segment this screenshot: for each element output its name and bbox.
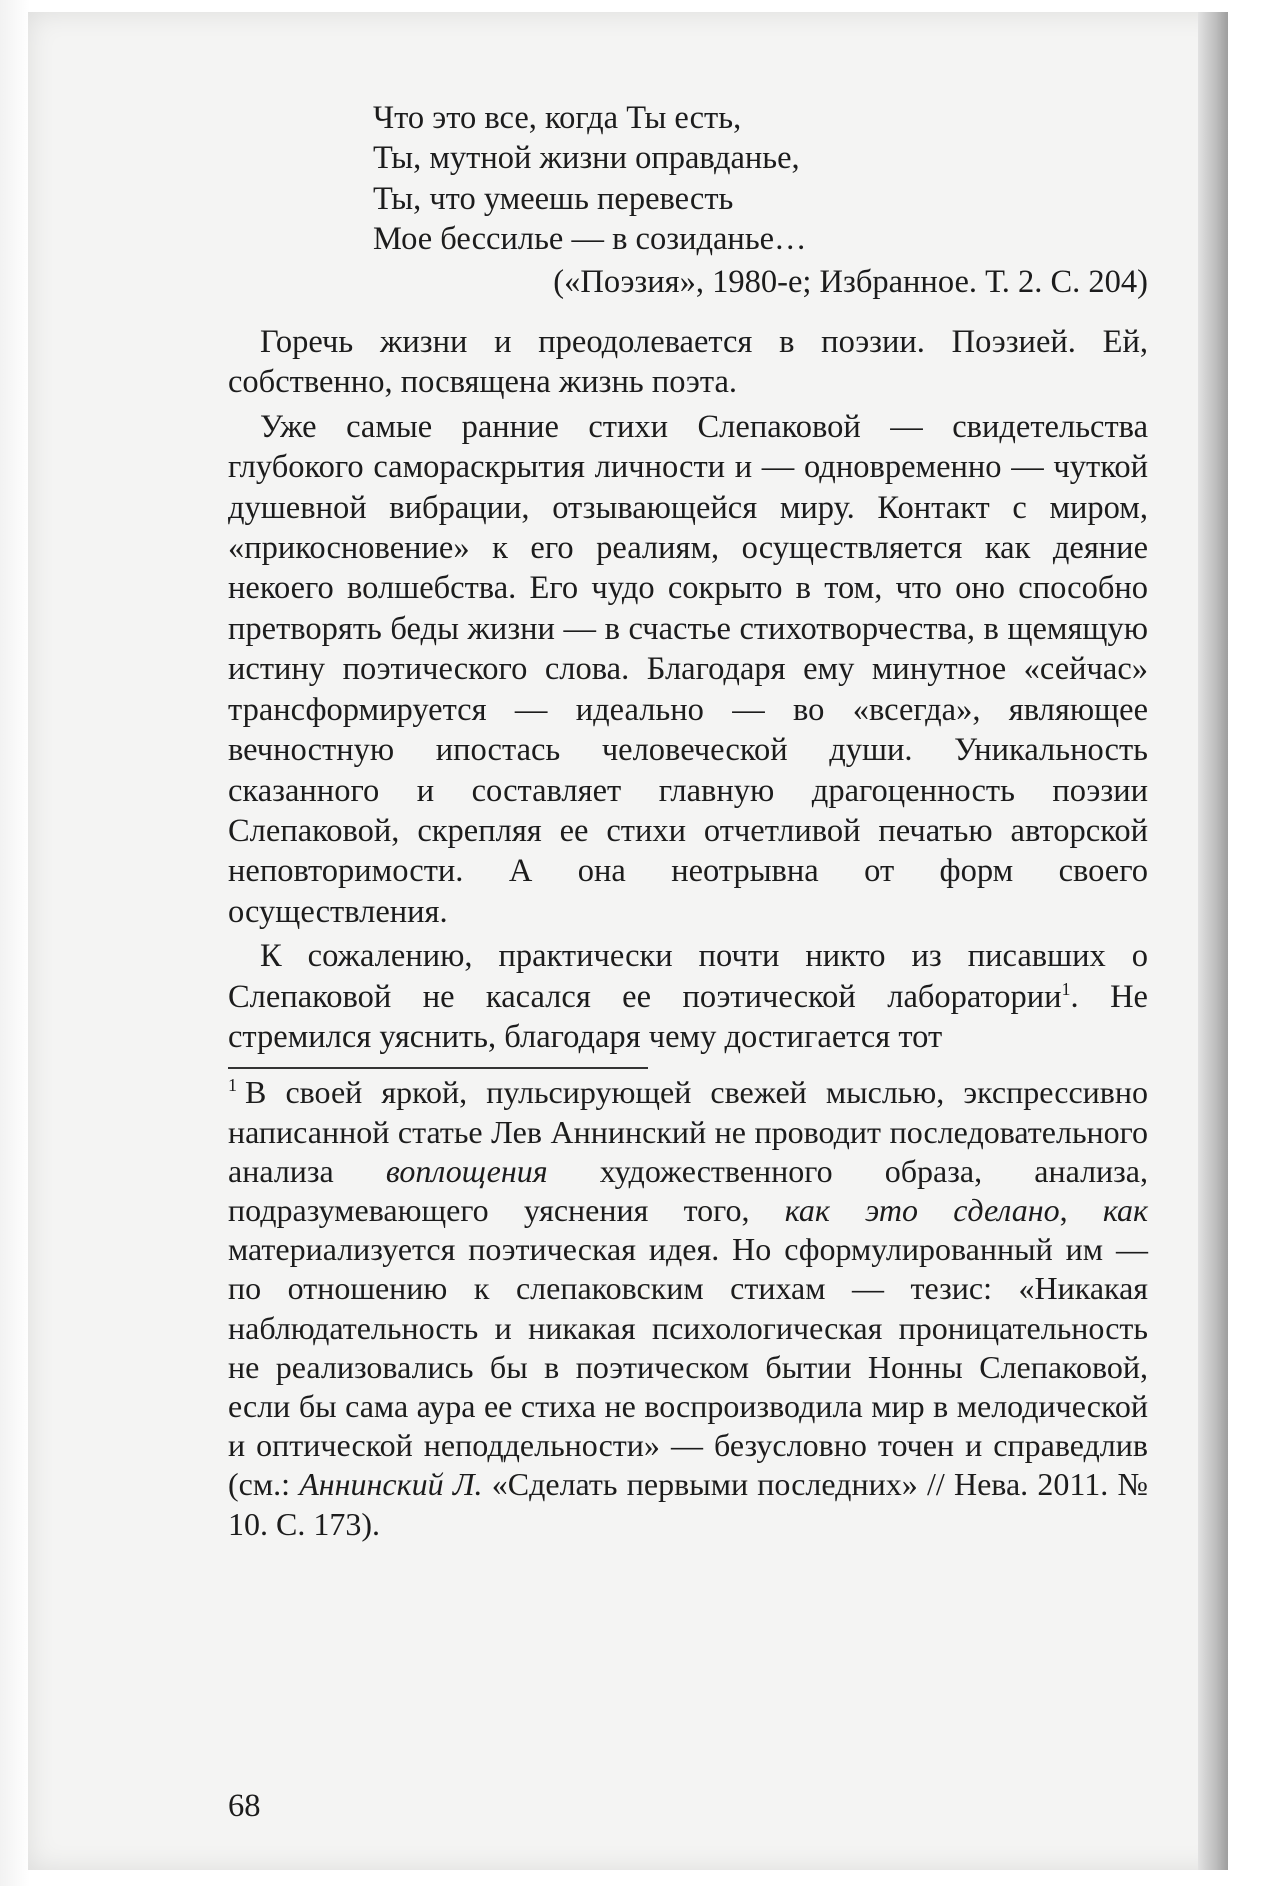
footnote-italic: как [1102,1191,1149,1228]
paragraph: Уже самые ранние стихи Слепаковой — свидетельства глубокого самораскрытия личности и — одновременно — чуткой душевной вибрации, отзывающейся миру. Контакт с миром, «прикосновение» к его реалиям, осуществляется как деяние некоего волшебства. Его чудо сокрыто в том, что оно способно претворять беды жизни — в счастье стихотворчества, в щемящую истину поэтического слова. Благодаря ему минутное «сейчас» трансформируется — идеально — во «всегда», являющее вечностную ипостась человеческой души. Уникальность сказанного и составляет главную драгоценность поэзии Слепаковой, скрепляя ее стихи отчетливой печатью авторской неповторимости. А она неотрывна от форм своего осуществления. [228,408,1148,930]
scan-background [0,0,30,1886]
footnote [228,1073,1148,1543]
footnote-text: художественного образа, анализа, подразумевающего уяснения того, [228,1152,1148,1228]
verse-line: Ты, что умеешь перевесть [373,180,734,217]
verse-line: Что это все, когда Ты есть, [373,100,742,136]
verse-epigraph [373,98,1148,260]
footnote-text: материализуется поэтическая идея. Но сформулированный им — по отношению к слепаковским стихам — тезис: «Никакая наблюдательность и никакая психологическая проницательность не реализовались бы в поэтическом бытии Нонны Слепаковой, если бы сама аура ее стиха не воспроизводила мир в мелодической и оптической неподдельности» — безусловно точен и справедлив (см.: [228,1231,1148,1503]
paragraph-text: К сожалению, практически почти никто из писавших о Слепаковой не касался ее поэтической лаборатории [228,938,1148,1015]
footnote-text: , [1059,1191,1103,1228]
paragraph [228,936,1148,1057]
page-text [228,98,1148,1544]
paragraph-text: . Не стремился уяснить, благодаря чему достигается тот [228,978,1148,1055]
verse-line: Ты, мутной жизни оправданье, [373,140,800,177]
verse-line: Мое бессилье — в созиданье… [373,221,807,258]
footnote-text: «Сделать первыми последних» // Нева. 2011. № 10. С. 173). [228,1466,1149,1542]
paragraph: Горечь жизни и преодолевается в поэзии. Поэзией. Ей, собственно, посвящена жизнь поэта. [228,324,1148,401]
footnote-separator [228,1067,648,1069]
footnote-text: В своей яркой, пульсирующей свежей мыслью, экспрессивно написанной статье Лев Аннинский не проводит последовательного анализа [228,1074,1148,1189]
footnote-mark: 1 [228,1075,237,1096]
page-number: 68 [228,1788,261,1824]
page-edge-shadow [1198,12,1228,1870]
verse-source: («Поэзия», 1980-е; Избранное. Т. 2. С. 204) [553,263,1148,300]
footnote-italic: воплощения [385,1152,548,1189]
footnote-italic: Аннинский Л. [299,1466,483,1503]
footnote-reference: 1 [1061,978,1071,999]
footnote-italic: как это сделано [784,1191,1060,1228]
